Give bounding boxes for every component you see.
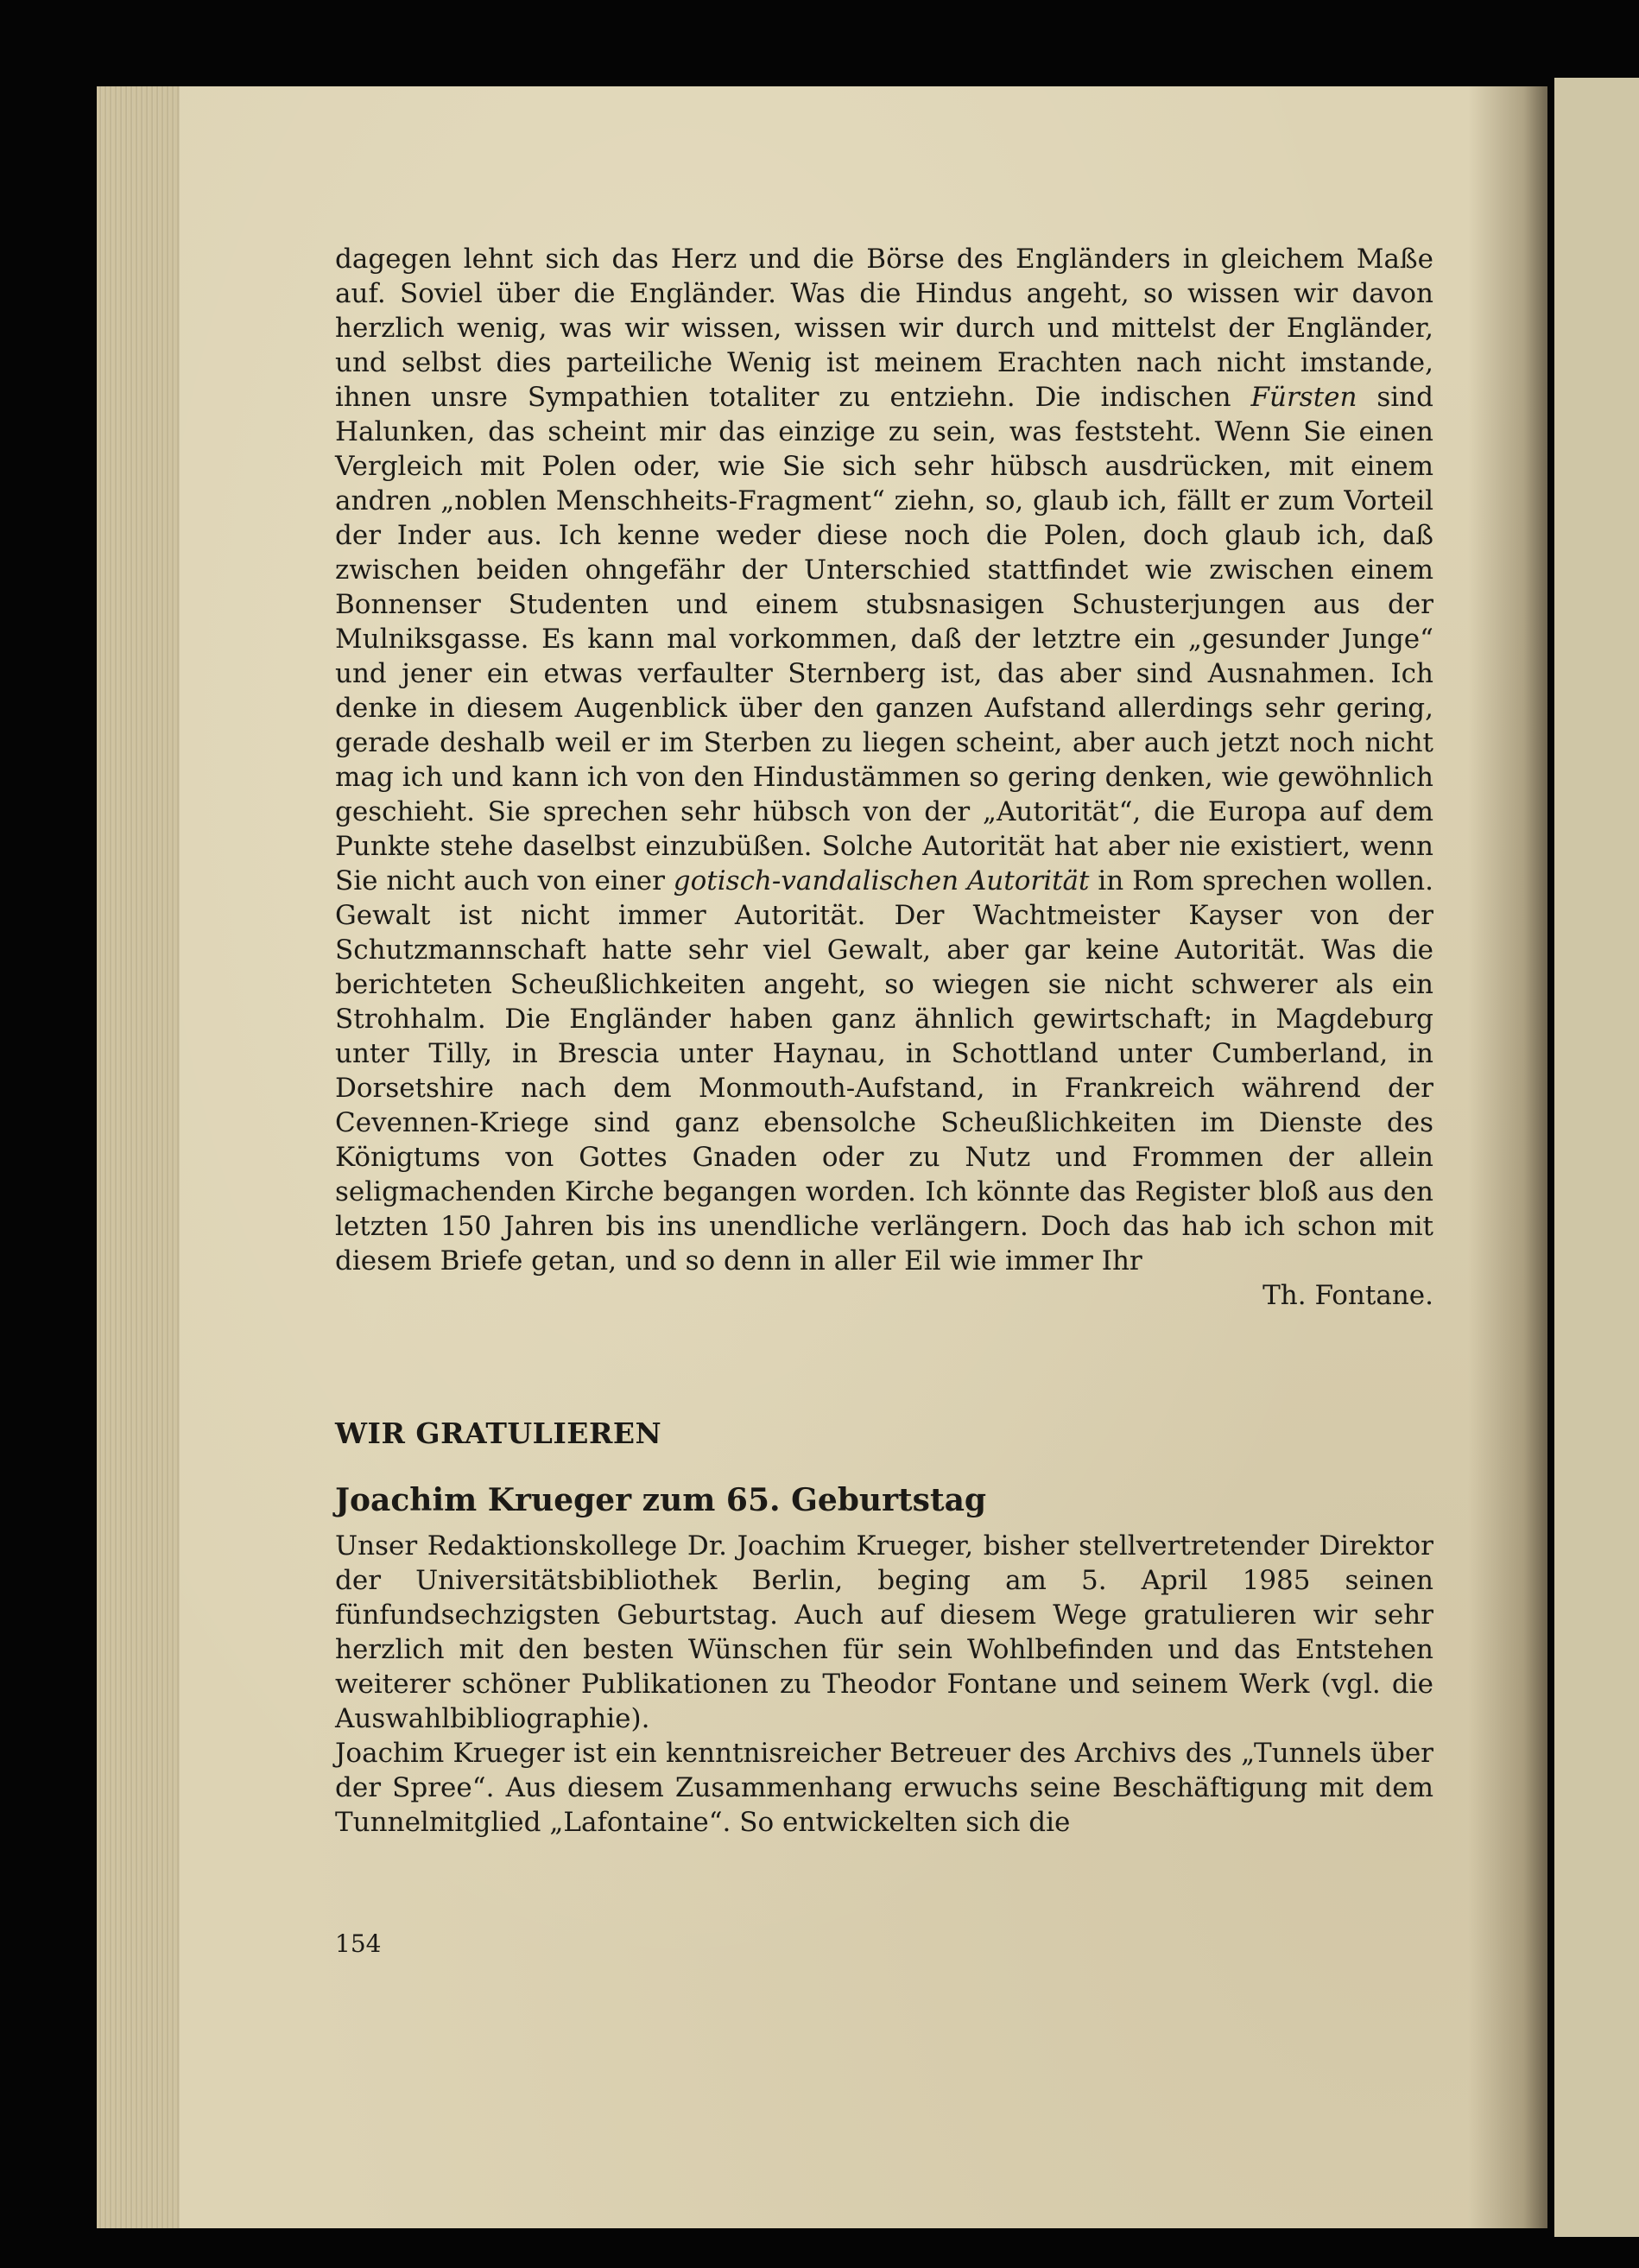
letter-text-part2: sind Halunken, das scheint mir das einzige zu sein, was feststeht. Wenn Sie einen Vergleich mit Polen oder, wie Sie sich sehr hübsch ausdrücken, mit einem andren „noblen Menschheits-Fragment“ ziehn, so, glaub ich, fällt er zum Vorteil der Inder aus. Ich kenne weder diese noch die Polen, doch glaub ich, daß zwischen beiden ohngefähr der Unterschied stattfindet wie zwischen einem Bonnenser Studenten und einem stubsnasigen Schusterjungen aus der Mulniksgasse. Es kann mal vorkommen, daß der letztre ein „gesunder Junge“ und jener ein etwas verfaulter Sternberg ist, das aber sind Ausnahmen. Ich denke in diesem Augenblick über den ganzen Aufstand allerdings sehr gering, gerade deshalb weil er im Sterben zu liegen scheint, aber auch jetzt noch nicht mag ich und kann ich von den Hindustämmen so gering denken, wie gewöhnlich geschieht. Sie sprechen sehr hübsch von der „Autorität“, die Europa auf dem Punkte stehe daselbst einzubüßen. Solche Autorität hat aber nie existiert, wenn Sie nicht auch von einer (335, 382, 1433, 896)
section-subheading: Joachim Krueger zum 65. Geburtstag (335, 1482, 987, 1518)
letter-signature: Th. Fontane. (1262, 1280, 1433, 1311)
next-page-edge (1554, 78, 1639, 2237)
letter-italic-autoritaet: gotisch-vandalischen Autorität (673, 865, 1090, 896)
section-heading: WIR GRATULIEREN (335, 1416, 662, 1450)
letter-text-part3: in Rom sprechen wollen. Gewalt ist nicht immer Autorität. Der Wachtmeister Kayser von der Schutzmannschaft hatte sehr viel Gewalt, aber gar keine Autorität. Was die berichteten Scheußlichkeiten angeht, so wiegen sie nicht schwerer als ein Strohhalm. Die Engländer haben ganz ähnlich gewirtschaft; in Magdeburg unter Tilly, in Brescia unter Haynau, in Schottland unter Cumberland, in Dorsetshire nach dem Monmouth-Aufstand, in Frankreich während der Cevennen-Kriege sind ganz ebensolche Scheußlichkeiten im Dienste des Königtums von Gottes Gnaden oder zu Nutz und Frommen der allein seligmachenden Kirche begangen worden. Ich könnte das Register bloß aus den letzten 150 Jahren bis ins unendliche verlängern. Doch das hab ich schon mit diesem Briefe getan, und so denn in aller Eil wie immer Ihr (335, 865, 1433, 1277)
section-paragraph-2: Joachim Krueger ist ein kenntnisreicher Betreuer des Archivs des „Tunnels über der Spree“. Aus diesem Zusammenhang erwuchs seine Beschäftigung mit dem Tunnelmitglied „Lafontaine“. So entwickelten sich die (335, 1738, 1433, 1838)
page-edges (97, 86, 180, 2228)
text-block (335, 242, 1433, 1840)
spine-shadow (1468, 86, 1547, 2228)
letter-italic-fuersten: Fürsten (1250, 382, 1357, 413)
page-number: 154 (335, 1929, 382, 1958)
section-paragraph-1: Unser Redaktionskollege Dr. Joachim Krueger, bisher stellvertretender Direktor der Universitätsbibliothek Berlin, beging am 5. April 1985 seinen fünfundsechzigsten Geburtstag. Auch auf diesem Wege gratulieren wir sehr herzlich mit den besten Wünschen für sein Wohlbefinden und das Entstehen weiterer schöner Publikationen zu Theodor Fontane und seinem Werk (vgl. die Auswahlbibliographie). (335, 1530, 1433, 1734)
letter-text-part1: dagegen lehnt sich das Herz und die Börse des Engländers in gleichem Maße auf. Soviel über die Engländer. Was die Hindus angeht, so wissen wir davon herzlich wenig, was wir wissen, wissen wir durch und mittelst der Engländer, und selbst dies parteiliche Wenig ist meinem Erachten nach nicht imstande, ihnen unsre Sympathien totaliter zu entziehn. Die indischen (335, 244, 1433, 413)
letter-paragraph (335, 242, 1433, 1278)
